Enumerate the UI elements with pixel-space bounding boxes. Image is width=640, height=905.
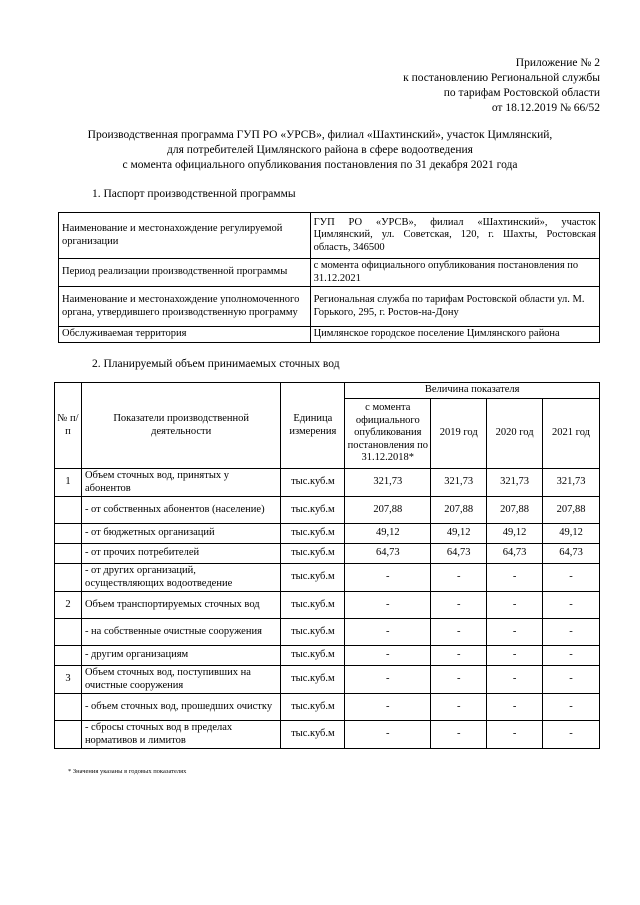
row-value-2021: - xyxy=(543,721,600,749)
table-row xyxy=(55,666,600,694)
row-value-2019: 207,88 xyxy=(431,497,487,524)
row-indicator: - другим организациям xyxy=(81,646,280,666)
row-value-pub: 64,73 xyxy=(345,544,431,564)
appendix-line: по тарифам Ростовской области xyxy=(443,87,600,99)
row-value-2019: - xyxy=(431,666,487,694)
row-value-2021: - xyxy=(543,694,600,721)
row-unit: тыс.куб.м xyxy=(281,592,345,619)
appendix-line: от 18.12.2019 № 66/52 xyxy=(491,102,600,114)
row-indicator: - от прочих потребителей xyxy=(81,544,280,564)
row-num xyxy=(55,619,82,646)
row-value-pub: - xyxy=(345,619,431,646)
section-heading-plan: 2. Планируемый объем принимаемых сточных вод xyxy=(92,358,340,370)
row-value-2020: 321,73 xyxy=(487,469,543,497)
row-unit: тыс.куб.м xyxy=(281,544,345,564)
row-unit: тыс.куб.м xyxy=(281,524,345,544)
row-unit: тыс.куб.м xyxy=(281,619,345,646)
row-value-2019: 321,73 xyxy=(431,469,487,497)
row-value-2019: - xyxy=(431,694,487,721)
row-unit: тыс.куб.м xyxy=(281,694,345,721)
header-col-2020: 2020 год xyxy=(487,399,543,469)
row-value-2020: - xyxy=(487,564,543,592)
row-value-2020: - xyxy=(487,694,543,721)
row-unit: тыс.куб.м xyxy=(281,646,345,666)
table-row xyxy=(55,469,600,497)
row-unit: тыс.куб.м xyxy=(281,666,345,694)
appendix-line: Приложение № 2 xyxy=(515,57,600,69)
row-value-2020: - xyxy=(487,721,543,749)
title-line: с момента официального опубликования постановления по 31 декабря 2021 года xyxy=(122,159,518,171)
plan-table xyxy=(54,382,600,749)
row-indicator: Объем транспортируемых сточных вод xyxy=(81,592,280,619)
row-value-2020: - xyxy=(487,619,543,646)
row-value-2019: 49,12 xyxy=(431,524,487,544)
row-num: 3 xyxy=(55,666,82,694)
passport-value: ГУП РО «УРСВ», филиал «Шахтинский», участок Цимлянский, ул. Советская, 120, г. Шахты, Ростовская область, 346500 xyxy=(310,213,599,259)
row-value-2021: - xyxy=(543,592,600,619)
header-col-2021: 2021 год xyxy=(543,399,600,469)
passport-value: Региональная служба по тарифам Ростовской области ул. М. Горького, 295, г. Ростов-на-Дону xyxy=(310,287,599,327)
row-value-2021: 64,73 xyxy=(543,544,600,564)
row-value-2021: 49,12 xyxy=(543,524,600,544)
row-value-2019: - xyxy=(431,619,487,646)
header-num: № п/п xyxy=(55,383,82,469)
plan-body xyxy=(55,469,600,749)
row-unit: тыс.куб.м xyxy=(281,497,345,524)
header-indicator: Показатели производственной деятельности xyxy=(81,383,280,469)
table-row xyxy=(55,694,600,721)
row-value-pub: 207,88 xyxy=(345,497,431,524)
header-col-2019: 2019 год xyxy=(431,399,487,469)
row-value-pub: - xyxy=(345,646,431,666)
passport-row xyxy=(59,259,600,287)
row-unit: тыс.куб.м xyxy=(281,564,345,592)
row-value-2021: - xyxy=(543,666,600,694)
passport-row xyxy=(59,287,600,327)
passport-label: Наименование и местонахождение уполномоченного органа, утвердившего производственную программу xyxy=(59,287,311,327)
row-value-2019: - xyxy=(431,721,487,749)
row-value-pub: 49,12 xyxy=(345,524,431,544)
passport-label: Наименование и местонахождение регулируемой организации xyxy=(59,213,311,259)
passport-value: с момента официального опубликования постановления по 31.12.2021 xyxy=(310,259,599,287)
row-indicator: - сбросы сточных вод в пределах нормативов и лимитов xyxy=(81,721,280,749)
passport-label: Обслуживаемая территория xyxy=(59,327,311,343)
row-value-pub: - xyxy=(345,694,431,721)
table-row xyxy=(55,592,600,619)
row-value-2021: - xyxy=(543,646,600,666)
row-num xyxy=(55,564,82,592)
row-value-2020: 64,73 xyxy=(487,544,543,564)
row-value-2020: - xyxy=(487,592,543,619)
row-value-2021: - xyxy=(543,564,600,592)
row-value-2020: 49,12 xyxy=(487,524,543,544)
header-value-group: Величина показателя xyxy=(345,383,600,399)
row-value-2019: - xyxy=(431,646,487,666)
title-line: для потребителей Цимлянского района в сфере водоотведения xyxy=(167,144,473,156)
passport-row xyxy=(59,213,600,259)
document-title xyxy=(40,128,600,173)
row-indicator: - от собственных абонентов (население) xyxy=(81,497,280,524)
table-row xyxy=(55,721,600,749)
row-indicator: Объем сточных вод, принятых у абонентов xyxy=(81,469,280,497)
row-num xyxy=(55,524,82,544)
row-value-2021: - xyxy=(543,619,600,646)
table-row xyxy=(55,646,600,666)
row-num xyxy=(55,721,82,749)
row-value-2019: - xyxy=(431,564,487,592)
row-value-2021: 321,73 xyxy=(543,469,600,497)
row-num xyxy=(55,646,82,666)
row-indicator: - объем сточных вод, прошедших очистку xyxy=(81,694,280,721)
title-line: Производственная программа ГУП РО «УРСВ», филиал «Шахтинский», участок Цимлянский, xyxy=(87,129,553,141)
row-value-pub: - xyxy=(345,666,431,694)
header-unit: Единица измерения xyxy=(281,383,345,469)
row-unit: тыс.куб.м xyxy=(281,721,345,749)
row-value-pub: - xyxy=(345,564,431,592)
row-num: 1 xyxy=(55,469,82,497)
row-value-2020: - xyxy=(487,666,543,694)
row-value-2020: 207,88 xyxy=(487,497,543,524)
footnote: * Значения указаны в годовых показателях xyxy=(68,768,187,775)
plan-header-row xyxy=(55,383,600,399)
table-row xyxy=(55,564,600,592)
row-unit: тыс.куб.м xyxy=(281,469,345,497)
table-row xyxy=(55,497,600,524)
table-row xyxy=(55,544,600,564)
passport-value: Цимлянское городское поселение Цимлянского района xyxy=(310,327,599,343)
row-value-2019: - xyxy=(431,592,487,619)
row-value-pub: - xyxy=(345,721,431,749)
row-value-pub: - xyxy=(345,592,431,619)
row-value-2021: 207,88 xyxy=(543,497,600,524)
section-heading-passport: 1. Паспорт производственной программы xyxy=(92,188,296,200)
row-value-2020: - xyxy=(487,646,543,666)
passport-label: Период реализации производственной программы xyxy=(59,259,311,287)
appendix-line: к постановлению Региональной службы xyxy=(403,72,600,84)
appendix-header xyxy=(403,56,600,116)
row-num: 2 xyxy=(55,592,82,619)
table-row xyxy=(55,524,600,544)
row-value-pub: 321,73 xyxy=(345,469,431,497)
row-indicator: Объем сточных вод, поступивших на очистные сооружения xyxy=(81,666,280,694)
passport-table xyxy=(58,212,600,343)
row-num xyxy=(55,497,82,524)
row-indicator: - от других организаций, осуществляющих водоотведение xyxy=(81,564,280,592)
row-indicator: - на собственные очистные сооружения xyxy=(81,619,280,646)
table-row xyxy=(55,619,600,646)
header-col-pub: с момента официального опубликования постановления по 31.12.2018* xyxy=(345,399,431,469)
row-value-2019: 64,73 xyxy=(431,544,487,564)
row-indicator: - от бюджетных организаций xyxy=(81,524,280,544)
row-num xyxy=(55,544,82,564)
row-num xyxy=(55,694,82,721)
passport-row xyxy=(59,327,600,343)
